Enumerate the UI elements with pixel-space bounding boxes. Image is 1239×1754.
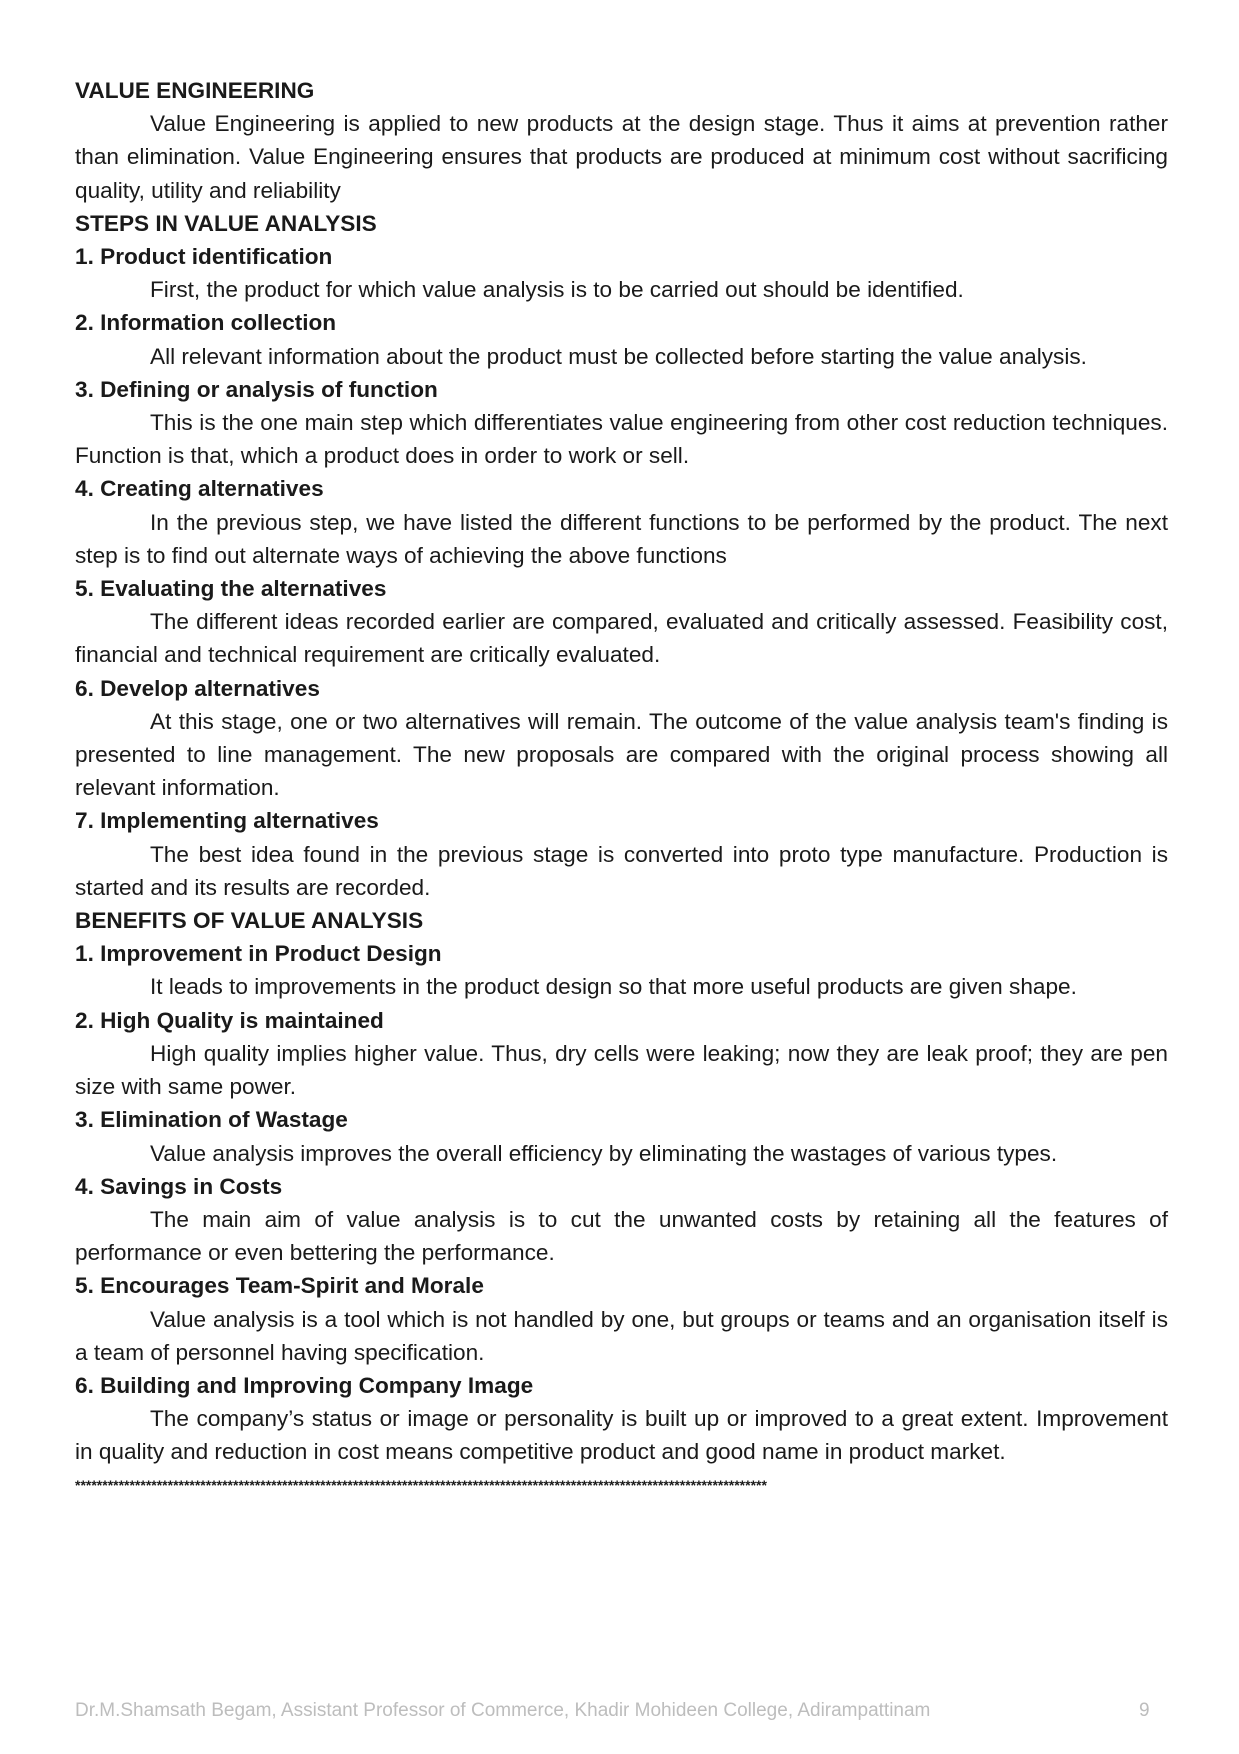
step-text: The best idea found in the previous stage is converted into proto type manufacture. Production is started and its results are recorded. bbox=[75, 841, 1168, 900]
benefit-text: Value analysis is a tool which is not handled by one, but groups or teams and an organisation itself is a team of personnel having specification. bbox=[75, 1306, 1168, 1365]
footer-author: Dr.M.Shamsath Begam, Assistant Professor of Commerce, Khadir Mohideen College, Adirampattinam bbox=[75, 1700, 931, 1721]
benefit-text: The company’s status or image or personality is built up or improved to a great extent. Improvement in quality and reduction in cost means competitive product and good name in product market. bbox=[75, 1406, 1168, 1465]
benefit-title: 6. Building and Improving Company Image bbox=[75, 1372, 534, 1398]
step-text: All relevant information about the product must be collected before starting the value analysis. bbox=[150, 343, 1087, 369]
benefit-title: 1. Improvement in Product Design bbox=[75, 941, 442, 967]
step-title: 1. Product identification bbox=[75, 244, 333, 270]
step-title: 5. Evaluating the alternatives bbox=[75, 576, 387, 602]
step-title: 7. Implementing alternatives bbox=[75, 808, 379, 834]
step-title: 3. Defining or analysis of function bbox=[75, 376, 438, 402]
document-page bbox=[75, 74, 1168, 1495]
benefit-text: It leads to improvements in the product design so that more useful products are given shape. bbox=[150, 974, 1077, 1000]
section-heading-steps: STEPS IN VALUE ANALYSIS bbox=[75, 210, 377, 236]
step-title: 6. Develop alternatives bbox=[75, 675, 320, 701]
benefit-title: 2. High Quality is maintained bbox=[75, 1007, 384, 1033]
benefit-text: Value analysis improves the overall efficiency by eliminating the wastages of various types. bbox=[150, 1140, 1058, 1166]
benefit-title: 3. Elimination of Wastage bbox=[75, 1107, 348, 1133]
benefit-text: The main aim of value analysis is to cut the unwanted costs by retaining all the features of performance or even bettering the performance. bbox=[75, 1206, 1168, 1266]
step-title: 4. Creating alternatives bbox=[75, 476, 324, 502]
step-text: At this stage, one or two alternatives will remain. The outcome of the value analysis team's finding is presented to line management. The new proposals are compared with the original process showing all relevant information. bbox=[75, 708, 1168, 801]
benefit-text: High quality implies higher value. Thus, dry cells were leaking; now they are leak proof; they are pen size with same power. bbox=[75, 1040, 1168, 1100]
asterisk-separator: ******************************************************************************************************************************* bbox=[75, 1476, 767, 1493]
step-text: First, the product for which value analysis is to be carried out should be identified. bbox=[150, 277, 964, 303]
step-text: In the previous step, we have listed the different functions to be performed by the product. The next step is to find out alternate ways of achieving the above functions bbox=[75, 509, 1168, 568]
step-title: 2. Information collection bbox=[75, 310, 337, 336]
benefit-title: 5. Encourages Team-Spirit and Morale bbox=[75, 1273, 484, 1299]
page-number: 9 bbox=[1139, 1700, 1150, 1721]
section-heading-benefits: BENEFITS OF VALUE ANALYSIS bbox=[75, 908, 424, 934]
benefit-title: 4. Savings in Costs bbox=[75, 1173, 283, 1199]
section-heading-value-engineering: VALUE ENGINEERING bbox=[75, 78, 315, 103]
paragraph-value-engineering: Value Engineering is applied to new products at the design stage. Thus it aims at prevention rather than elimination. Value Engineering ensures that products are produced at minimum cost without sacrificing quality, utility and reliability bbox=[75, 111, 1168, 203]
step-text: The different ideas recorded earlier are compared, evaluated and critically assessed. Feasibility cost, financial and technical requirement are critically evaluated. bbox=[75, 609, 1168, 668]
step-text: This is the one main step which differentiates value engineering from other cost reduction techniques. Function is that, which a product does in order to work or sell. bbox=[75, 410, 1168, 469]
